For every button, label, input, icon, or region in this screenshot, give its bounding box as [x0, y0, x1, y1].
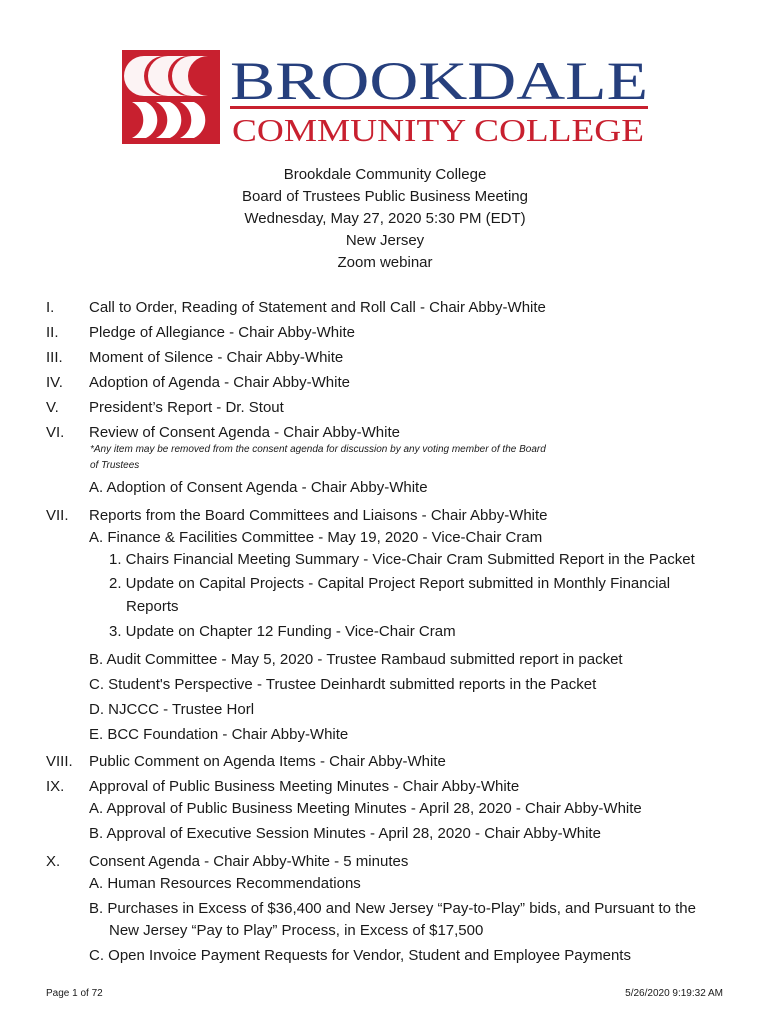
agenda-item-iv: Adoption of Agenda - Chair Abby-White: [89, 374, 350, 391]
item-number: IV.: [46, 374, 63, 391]
agenda-subitem: C. Open Invoice Payment Requests for Vendor, Student and Employee Payments: [89, 947, 631, 964]
agenda-item-v: President’s Report - Dr. Stout: [89, 399, 284, 416]
agenda-subitem: C. Student's Perspective - Trustee Deinhardt submitted reports in the Packet: [89, 676, 597, 693]
item-number: V.: [46, 399, 59, 416]
agenda-subsubitem: 2. Update on Capital Projects - Capital Project Report submitted in Monthly Financial: [109, 575, 671, 592]
item-number: III.: [46, 349, 63, 366]
agenda-item-ii: Pledge of Allegiance - Chair Abby-White: [89, 324, 355, 341]
header-date: Wednesday, May 27, 2020 5:30 PM (EDT): [244, 210, 526, 227]
agenda-subitem: E. BCC Foundation - Chair Abby-White: [89, 726, 349, 743]
agenda-item-iii: Moment of Silence - Chair Abby-White: [89, 349, 344, 366]
agenda-subsubitem: 3. Update on Chapter 12 Funding - Vice-Chair Cram: [109, 623, 456, 640]
item-number: VI.: [46, 424, 65, 441]
agenda-subitem: B. Audit Committee - May 5, 2020 - Trustee Rambaud submitted report in packet: [89, 651, 623, 668]
header-meeting-title: Board of Trustees Public Business Meeting: [242, 188, 528, 205]
agenda-subitem: B. Approval of Executive Session Minutes - April 28, 2020 - Chair Abby-White: [89, 825, 601, 842]
consent-note: *Any item may be removed from the consent agenda for discussion by any voting member of the Board: [90, 444, 546, 455]
item-number: IX.: [46, 778, 65, 795]
agenda-item-vi: Review of Consent Agenda - Chair Abby-White: [89, 424, 400, 441]
item-number: X.: [46, 853, 61, 870]
agenda-subitem: D. NJCCC - Trustee Horl: [89, 701, 255, 718]
meeting-header: [0, 164, 770, 274]
agenda-subitem: B. Purchases in Excess of $36,400 and New Jersey “Pay-to-Play” bids, and Pursuant to the: [89, 900, 696, 917]
agenda-item-i: Call to Order, Reading of Statement and Roll Call - Chair Abby-White: [89, 299, 546, 316]
item-number: VII.: [46, 507, 69, 524]
logo-name-bottom: COMMUNITY COLLEGE: [232, 112, 644, 144]
agenda-item-ix: Approval of Public Business Meeting Minutes - Chair Abby-White: [89, 778, 520, 795]
item-number: II.: [46, 324, 59, 341]
item-number: VIII.: [46, 753, 73, 770]
header-venue: Zoom webinar: [337, 254, 433, 271]
agenda-subitem: A. Finance & Facilities Committee - May 19, 2020 - Vice-Chair Cram: [89, 529, 543, 546]
agenda-subsubitem-cont: Reports: [126, 598, 179, 615]
agenda-subsubitem: 1. Chairs Financial Meeting Summary - Vice-Chair Cram Submitted Report in the Packet: [109, 551, 695, 568]
agenda-subitem: A. Human Resources Recommendations: [89, 875, 361, 892]
logo-name-top: BROOKDALE: [230, 51, 648, 111]
brookdale-logo: [122, 50, 648, 144]
header-location: New Jersey: [345, 232, 425, 249]
page-number: Page 1 of 72: [46, 988, 103, 999]
agenda-subitem: A. Adoption of Consent Agenda - Chair Abby-White: [89, 479, 428, 496]
item-number: I.: [46, 299, 55, 316]
consent-note-cont: of Trustees: [90, 460, 140, 471]
header-college: Brookdale Community College: [283, 166, 487, 183]
agenda-item-x: Consent Agenda - Chair Abby-White - 5 minutes: [89, 853, 409, 870]
agenda-item-vii: Reports from the Board Committees and Liaisons - Chair Abby-White: [89, 507, 548, 524]
print-timestamp: 5/26/2020 9:19:32 AM: [625, 988, 723, 999]
agenda-item-viii: Public Comment on Agenda Items - Chair Abby-White: [89, 753, 446, 770]
agenda-subitem-cont: New Jersey “Pay to Play” Process, in Excess of $17,500: [109, 922, 484, 939]
agenda-subitem: A. Approval of Public Business Meeting Minutes - April 28, 2020 - Chair Abby-White: [89, 800, 642, 817]
